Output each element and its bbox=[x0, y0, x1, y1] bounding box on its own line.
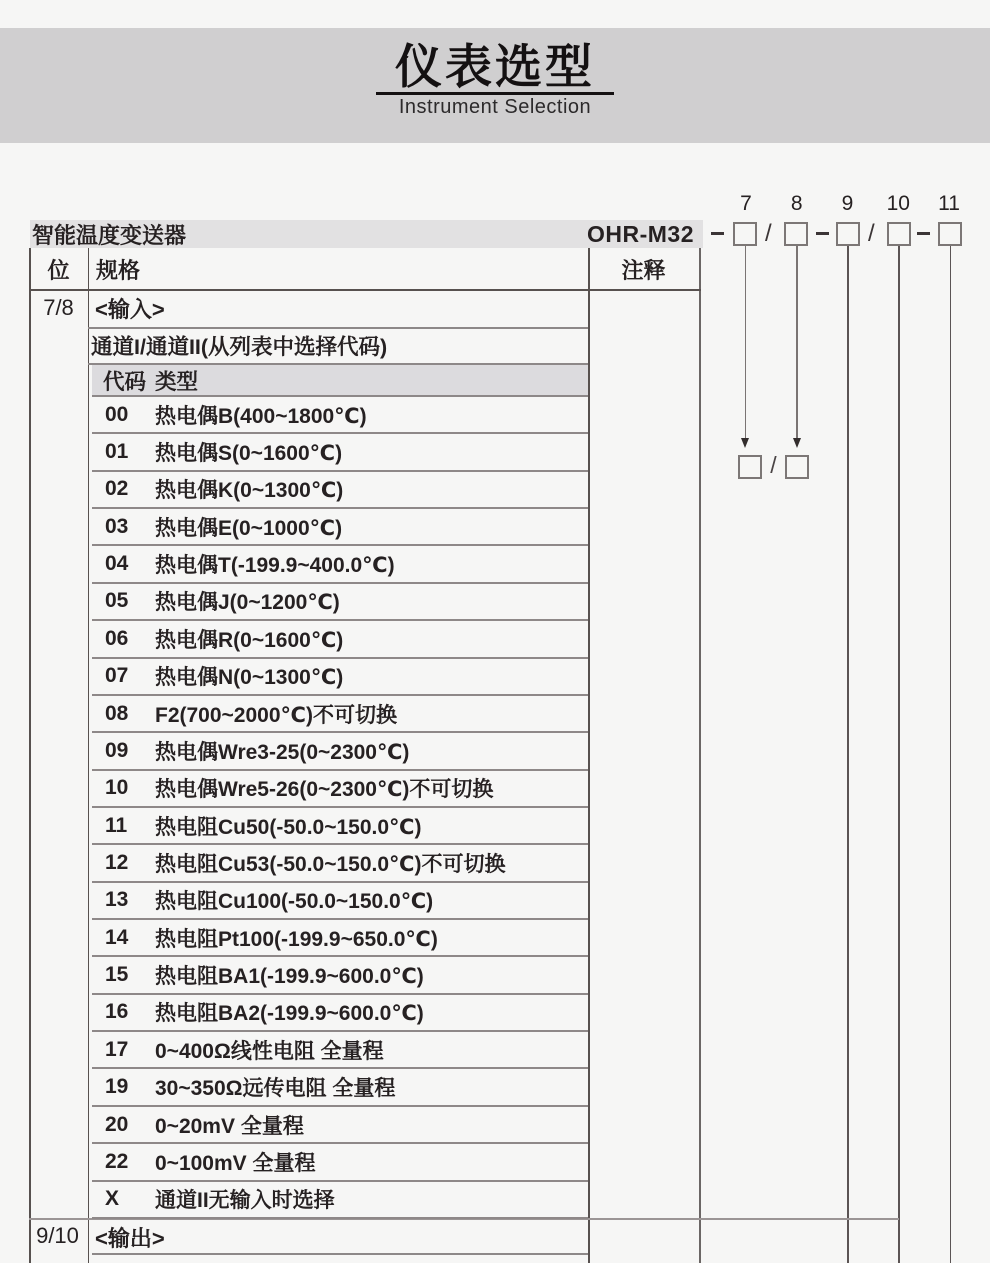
code-value: 04 bbox=[105, 552, 129, 576]
code-value: 07 bbox=[105, 664, 129, 688]
code-column-header: 代码 bbox=[103, 369, 147, 394]
position-number-row bbox=[733, 192, 962, 216]
code-description: 热电阻BA1(-199.9~600.0℃) bbox=[155, 965, 424, 989]
code-description: 0~100mV 全量程 bbox=[155, 1151, 316, 1175]
code-row bbox=[92, 546, 588, 583]
dash-icon bbox=[917, 232, 930, 235]
position-cell-7-8: 7/8 bbox=[43, 295, 74, 320]
input-section-title: <输入> bbox=[95, 297, 165, 322]
type-column-header: 类型 bbox=[155, 369, 199, 394]
channel-box-1 bbox=[738, 455, 762, 479]
channel-instruction: 通道I/通道II(从列表中选择代码) bbox=[91, 335, 388, 359]
code-description: F2(700~2000℃)不可切换 bbox=[155, 703, 397, 727]
slash-separator: / bbox=[765, 220, 772, 247]
code-row bbox=[92, 957, 588, 994]
code-description: 热电阻Cu53(-50.0~150.0℃)不可切换 bbox=[155, 852, 506, 876]
code-row bbox=[92, 397, 588, 434]
product-name: 智能温度变送器 bbox=[32, 222, 187, 248]
drop-line-11 bbox=[950, 246, 952, 1263]
page-title: 仪表选型 bbox=[395, 40, 595, 93]
code-row bbox=[92, 696, 588, 733]
arrow-down-icon bbox=[793, 438, 801, 448]
code-value: 09 bbox=[105, 738, 129, 762]
code-row bbox=[92, 771, 588, 808]
position-number-7: 7 bbox=[740, 192, 752, 215]
code-list bbox=[92, 365, 588, 1219]
table-border-right bbox=[699, 248, 701, 1263]
code-row bbox=[92, 621, 588, 658]
code-value: 19 bbox=[105, 1075, 129, 1099]
code-row bbox=[92, 434, 588, 471]
code-row bbox=[92, 920, 588, 957]
dash-icon bbox=[816, 232, 829, 235]
position-number-8: 8 bbox=[790, 192, 803, 215]
dash-icon bbox=[711, 232, 724, 235]
code-row bbox=[92, 995, 588, 1032]
code-box-8 bbox=[784, 222, 808, 246]
channel-box-2 bbox=[785, 455, 809, 479]
column-header-spec: 规格 bbox=[96, 258, 141, 283]
code-value: 14 bbox=[105, 925, 129, 949]
code-description: 热电偶Wre3-25(0~2300℃) bbox=[155, 740, 410, 764]
table-border-left bbox=[29, 248, 31, 1263]
code-row bbox=[92, 1069, 588, 1106]
code-row bbox=[92, 883, 588, 920]
code-value: X bbox=[105, 1187, 120, 1211]
code-value: 15 bbox=[105, 963, 129, 987]
code-description: 0~20mV 全量程 bbox=[155, 1114, 304, 1138]
code-description: 热电偶J(0~1200℃) bbox=[155, 591, 340, 615]
position-cell-9-10: 9/10 bbox=[36, 1223, 79, 1248]
code-description: 热电阻Pt100(-199.9~650.0℃) bbox=[155, 927, 438, 951]
code-description: 热电阻BA2(-199.9~600.0℃) bbox=[155, 1002, 424, 1026]
column-divider-note bbox=[588, 248, 590, 1263]
drop-line-10 bbox=[898, 246, 900, 1263]
code-description: 热电偶R(0~1600℃) bbox=[155, 628, 344, 652]
code-description: 热电阻Cu100(-50.0~150.0℃) bbox=[155, 890, 434, 914]
code-value: 10 bbox=[105, 776, 129, 800]
code-value: 13 bbox=[105, 888, 129, 912]
code-row bbox=[92, 808, 588, 845]
code-row bbox=[92, 584, 588, 621]
product-header-bar bbox=[30, 220, 703, 248]
code-row bbox=[92, 1144, 588, 1181]
code-description: 0~400Ω线性电阻 全量程 bbox=[155, 1039, 384, 1063]
page-subtitle: Instrument Selection bbox=[398, 95, 592, 118]
code-value: 00 bbox=[105, 402, 129, 426]
code-value: 01 bbox=[105, 440, 129, 464]
code-description: 热电偶Wre5-26(0~2300℃)不可切换 bbox=[155, 778, 494, 802]
code-row bbox=[92, 659, 588, 696]
code-value: 11 bbox=[105, 813, 128, 837]
code-box-7 bbox=[733, 222, 757, 246]
code-value: 17 bbox=[105, 1037, 129, 1061]
code-value: 22 bbox=[105, 1149, 129, 1173]
code-value: 16 bbox=[105, 1000, 129, 1024]
drop-line-7 bbox=[745, 246, 747, 438]
code-description: 热电偶K(0~1300℃) bbox=[155, 479, 344, 503]
slash-separator: / bbox=[868, 220, 875, 247]
code-description: 热电偶T(-199.9~400.0℃) bbox=[155, 554, 395, 578]
code-value: 02 bbox=[105, 477, 129, 501]
code-row bbox=[92, 1032, 588, 1069]
product-model: OHR-M32 bbox=[586, 220, 694, 247]
output-section-title: <输出> bbox=[95, 1226, 165, 1251]
code-row bbox=[92, 472, 588, 509]
code-description: 热电偶B(400~1800℃) bbox=[155, 404, 367, 428]
code-box-10 bbox=[887, 222, 911, 246]
code-value: 06 bbox=[105, 626, 129, 650]
code-description: 热电偶S(0~1600℃) bbox=[155, 442, 343, 466]
code-box-11 bbox=[938, 222, 962, 246]
code-row bbox=[92, 845, 588, 882]
code-description: 热电阻Cu50(-50.0~150.0℃) bbox=[155, 815, 422, 839]
header-row-divider bbox=[29, 289, 701, 291]
code-description: 30~350Ω远传电阻 全量程 bbox=[155, 1077, 396, 1101]
input-row-divider bbox=[88, 327, 588, 329]
position-number-10: 10 bbox=[886, 192, 910, 215]
output-row-divider bbox=[92, 1253, 588, 1255]
position-number-11: 11 bbox=[938, 192, 960, 215]
code-value: 08 bbox=[105, 701, 129, 725]
code-row bbox=[92, 509, 588, 546]
arrow-down-icon bbox=[741, 438, 749, 448]
code-row bbox=[92, 733, 588, 770]
page-banner bbox=[0, 28, 990, 143]
column-divider-position bbox=[88, 248, 90, 1263]
column-header-note: 注释 bbox=[621, 258, 666, 283]
position-number-9: 9 bbox=[841, 192, 854, 215]
code-value: 12 bbox=[105, 850, 129, 874]
channel-select-boxes bbox=[738, 452, 809, 481]
code-value: 03 bbox=[105, 514, 129, 538]
code-box-9 bbox=[836, 222, 860, 246]
code-description: 热电偶N(0~1300℃) bbox=[155, 666, 344, 690]
code-value: 20 bbox=[105, 1112, 129, 1136]
column-header-position: 位 bbox=[47, 258, 70, 283]
slash-separator: / bbox=[770, 452, 777, 478]
code-description: 通道II无输入时选择 bbox=[155, 1189, 335, 1213]
drop-line-9 bbox=[847, 246, 849, 1263]
code-value: 05 bbox=[105, 589, 129, 613]
code-row bbox=[92, 1107, 588, 1144]
code-list-header bbox=[92, 365, 588, 397]
code-description: 热电偶E(0~1000℃) bbox=[155, 516, 343, 540]
code-row bbox=[92, 1182, 588, 1219]
drop-line-8 bbox=[796, 246, 798, 438]
